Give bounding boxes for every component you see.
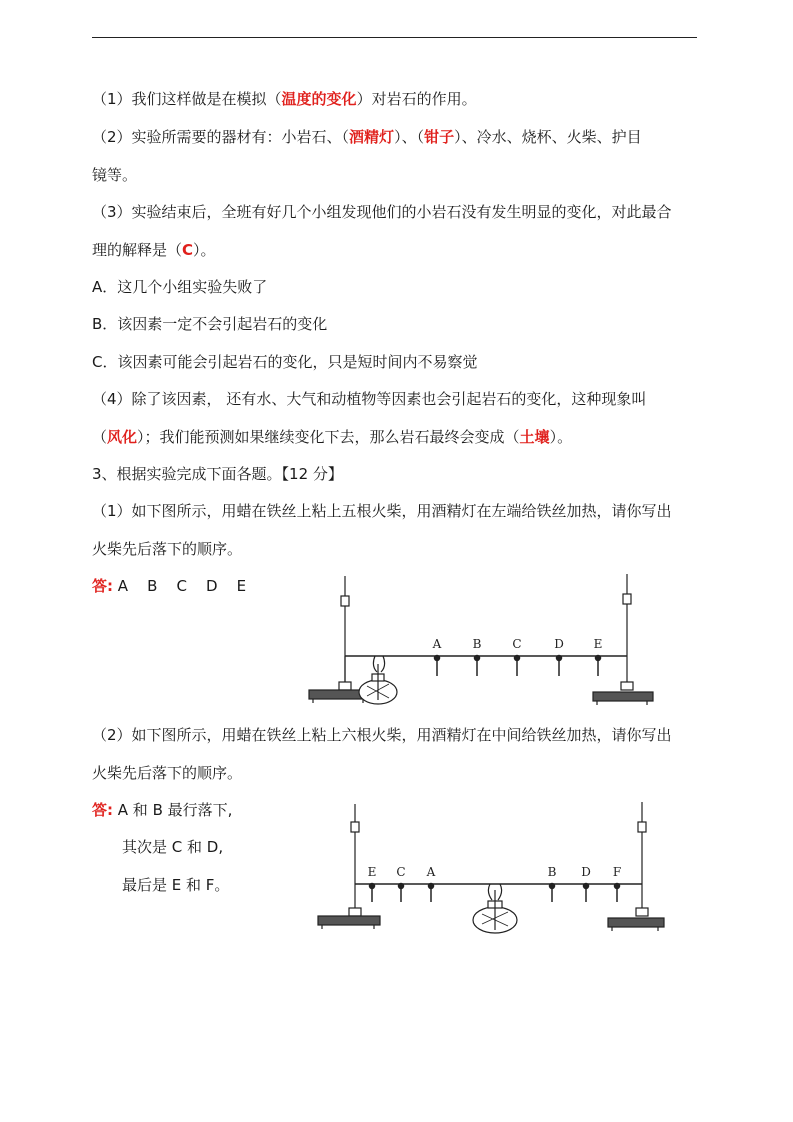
part2-line2: 火柴先后落下的顺序。	[92, 764, 243, 782]
header-rule	[92, 37, 697, 38]
figure-left-heating	[305, 570, 655, 710]
part2-line1: （2）如下图所示，用蜡在铁丝上粘上六根火柴，用酒精灯在中间给铁丝加热，请你写出	[92, 726, 672, 744]
part2-match-label: B	[547, 865, 557, 879]
part1-line1: （1）如下图所示，用蜡在铁丝上粘上五根火柴，用酒精灯在左端给铁丝加热，请你写出	[92, 502, 672, 520]
q1-answer: 温度的变化	[281, 90, 357, 108]
part1-match-label: E	[593, 637, 603, 651]
part1-match-label: D	[554, 637, 564, 651]
q2-line1: （2）实验所需要的器材有：小岩石、（酒精灯）、（钳子）、冷水、烧杯、火柴、护目	[92, 128, 642, 146]
part2-answer-label: 答:	[92, 801, 113, 819]
q3-option-b: B．该因素一定不会引起岩石的变化	[92, 315, 328, 333]
part1-line2: 火柴先后落下的顺序。	[92, 540, 243, 558]
q2-answer1: 酒精灯	[349, 128, 395, 146]
part2-match-label: A	[426, 865, 436, 879]
part1-match-label: C	[512, 637, 522, 651]
part1-answer	[92, 575, 246, 597]
part2-answer-line2: 其次是 C 和 D,	[122, 838, 224, 856]
q4-answer1: 风化	[107, 428, 138, 446]
q4-line2: （风化）；我们能预测如果继续变化下去，那么岩石最终会变成（土壤）。	[92, 428, 573, 446]
q3-option-a: A．这几个小组实验失败了	[92, 278, 268, 296]
q2-answer2: 钳子	[424, 128, 455, 146]
q3-line2: 理的解释是（C）。	[92, 241, 216, 259]
q2-line2: 镜等。	[92, 166, 138, 184]
part2-answer-line1: 答: A 和 B 最行落下,	[92, 801, 233, 819]
q3-answer: C	[182, 241, 194, 259]
q4-answer2: 土壤	[519, 428, 550, 446]
part2-match-label: E	[367, 865, 377, 879]
q3-line1: （3）实验结束后，全班有好几个小组发现他们的小岩石没有发生明显的变化，对此最合	[92, 203, 672, 221]
part1-answer-label: 答:	[92, 577, 113, 595]
part2-match-label: F	[612, 865, 622, 879]
part2-answer-line3: 最后是 E 和 F。	[122, 876, 230, 894]
q1-line: （1）我们这样做是在模拟（温度的变化）对岩石的作用。	[92, 90, 477, 108]
q4-line1: （4）除了该因素， 还有水、大气和动植物等因素也会引起岩石的变化，这种现象叫	[92, 390, 647, 408]
figure-center-heating	[312, 796, 672, 941]
part2-match-label: C	[396, 865, 406, 879]
q3-option-c: C．该因素可能会引起岩石的变化，只是短时间内不易察觉	[92, 353, 478, 371]
part1-answer-text: A B C D E	[117, 577, 247, 595]
part1-match-label: A	[432, 637, 442, 651]
section3-title: 3、根据实验完成下面各题。【12 分】	[92, 465, 343, 483]
part1-match-label: B	[472, 637, 482, 651]
part2-match-label: D	[581, 865, 591, 879]
